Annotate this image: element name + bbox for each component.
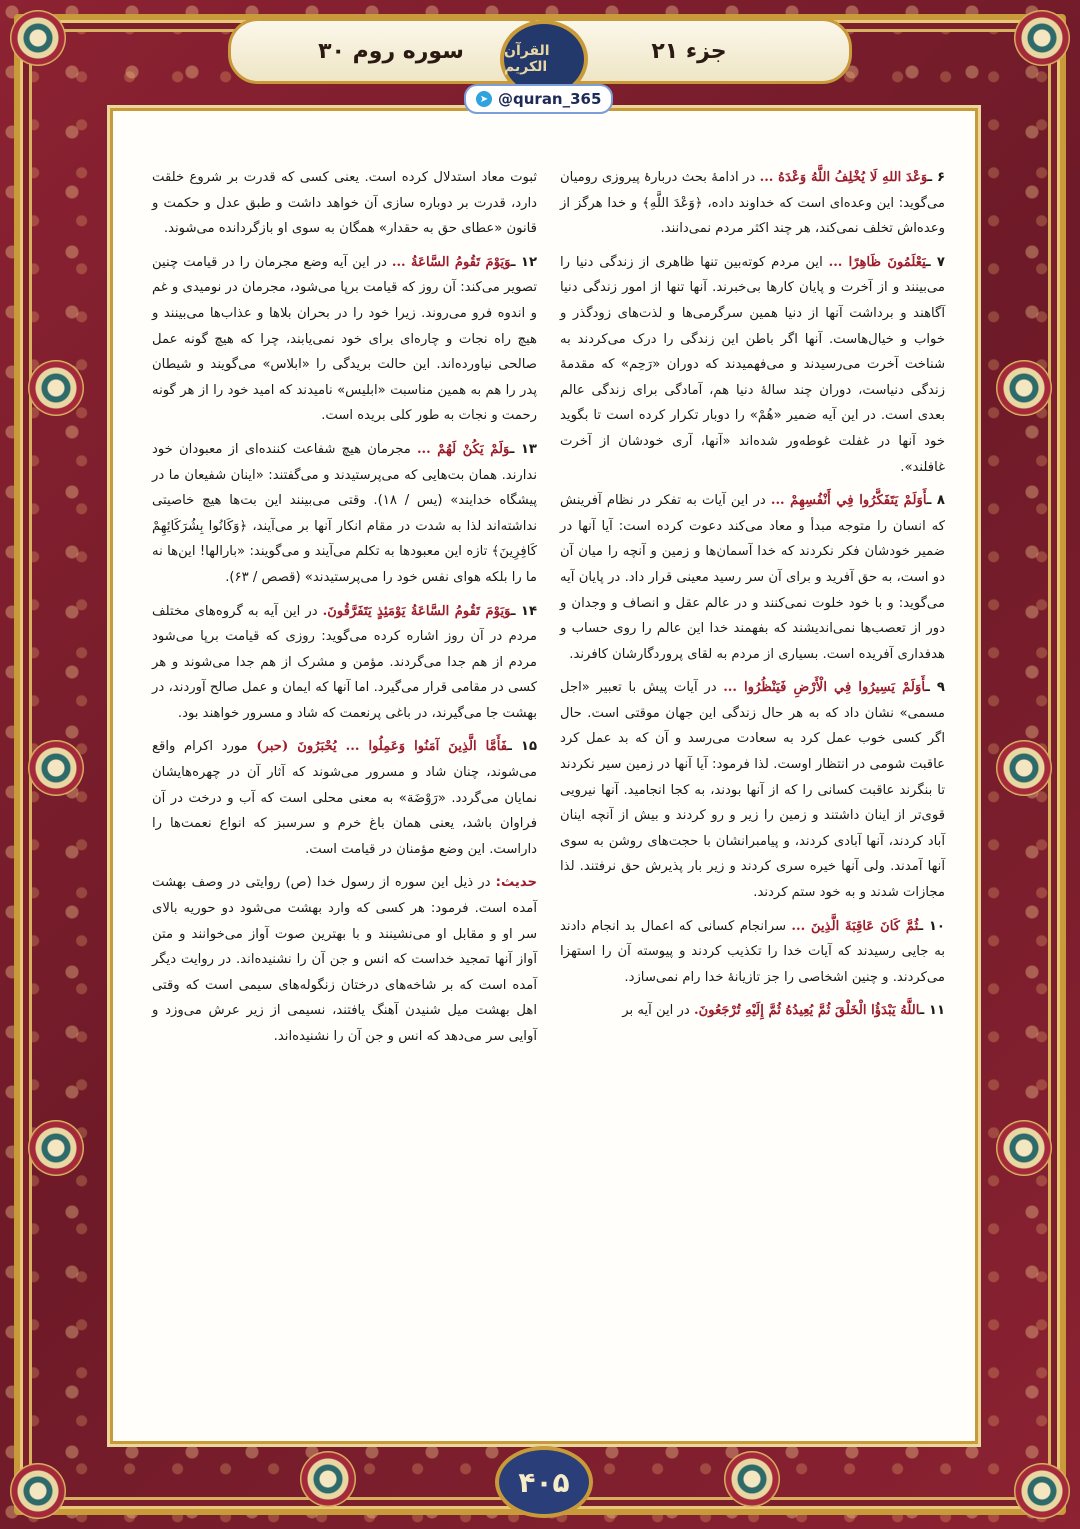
commentary-text: سرانجام کسانی که اعمال بد انجام دادند به جایی رسیدند که آیات خدا را تکذیب کردند و پیوسته آن را استهزا می‌کردند. و چنین اشخاصی را جز تازیانهٔ خدا رام نمی‌سازد. xyxy=(560,918,945,985)
commentary-section xyxy=(560,250,945,480)
verse-quote: وَلَمْ يَكُنْ لَهُمْ ... xyxy=(416,441,510,457)
verse-number: ۱۵ ـ xyxy=(507,739,537,755)
commentary-paragraph xyxy=(560,165,945,242)
commentary-paragraph xyxy=(152,250,537,429)
commentary-text: ثبوت معاد استدلال کرده است. یعنی کسی که قدرت بر شروع خلقت دارد، قدرت بر دوباره سازی آن خواهد داشت و طبق عدل و حکمت و قانون «عطای حق به حقدار» همگان به سوی او بازگردانده می‌شوند. xyxy=(152,170,537,237)
verse-quote: وَيَوْمَ تَقُومُ السَّاعَةُ يَوْمَئِذٍ يَتَفَرَّقُونَ. xyxy=(322,603,511,619)
telegram-icon: ➤ xyxy=(476,91,492,107)
left-column xyxy=(152,165,537,1058)
bottom-rosette xyxy=(300,1451,356,1507)
commentary-section xyxy=(560,165,945,242)
commentary-text: در این آیه به گروه‌های مختلف مردم در آن روز اشاره کرده می‌گوید: روزی که قیامت برپا می‌شود مردم از هم جدا می‌گردند. مؤمن و مشرک از هم جدا می‌شوند و هر کسی در مقامی قرار می‌گیرد. اما آنها که ایمان و عمل صالح آوردند، در بهشت جا می‌گیرند، در باغی پرنعمت که شاد و مسرور خواهند بود. xyxy=(152,603,537,721)
side-rosette xyxy=(28,360,84,416)
corner-rosette xyxy=(10,1463,66,1519)
side-rosette xyxy=(28,1120,84,1176)
verse-number: ۸ ـ xyxy=(926,493,945,509)
commentary-section xyxy=(152,437,537,591)
commentary-text: در ذیل این سوره از رسول خدا (ص) روایتی در وصف بهشت آمده است. فرمود: هر کسی که وارد بهشت می‌شود دو حوریه بالای سر او و مقابل او می‌نشینند و با بهترین صوت آواز می‌خوانند و متن آواز آنها تمجید خداست که انس و جن آن را نشنیده‌اند. در روایت دیگر آمده است که بر شاخه‌های درختان زنگوله‌های سیمی است که وقتی اهل بهشت میل شنیدن آهنگ یافتند، نسیمی از زیر عرش می‌وزد و آوایی سر می‌دهد که انس و جن آن را نشنیده‌اند. xyxy=(152,875,537,1044)
verse-quote: ثُمَّ كَانَ عَاقِبَةَ الَّذِينَ ... xyxy=(791,918,919,934)
commentary-text: مجرمان هیچ شفاعت کننده‌ای از معبودان خود ندارند. همان بت‌هایی که می‌پرستیدند و می‌گفتند: «اینان شفیعان ما در پیشگاه خدایند» (یس / ۱۸). وقتی می‌بینند این بت‌ها هیچ خاصیتی نداشته‌اند لذا به شدت در مقام انکار آنها بر می‌آیند، ﴿وَكَانُوا بِشُرَكَائِهِمْ كَافِرِينَ﴾ تازه این معبودها به تکلم می‌آیند و می‌گویند: «بارالها! این‌ها نه ما را بلکه هوای نفس خود را می‌پرستیدند» (قصص / ۶۳). xyxy=(152,441,538,585)
verse-number: ۱۱ ـ xyxy=(919,1003,945,1019)
commentary-section xyxy=(560,488,945,667)
commentary-text: در این آیه وضع مجرمان را در قیامت چنین تصویر می‌کند: آن روز که قیامت برپا می‌شود، مجرمان در نومیدی و غم و اندوه فرو می‌روند. زیرا خود را در بحران بلاها و عذاب‌ها می‌بینند و هیچ راه نجات و چاره‌ای برای خود نمی‌یابند، چرا که هیچ گونه عمل صالحی نیاورده‌اند. این حالت بریدگی را «ابلاس» می‌گویند و شیطان پدر را هم به همین مناسبت «ابلیس» نامیدند که امید خود را از هر گونه رحمت و نجات به طور کلی بریده است. xyxy=(152,254,537,424)
verse-number: ۶ ـ xyxy=(927,170,945,185)
commentary-section xyxy=(560,914,945,991)
commentary-section xyxy=(560,675,945,905)
logo-text: القرآن الكريم xyxy=(504,43,550,75)
commentary-section xyxy=(152,734,537,862)
juz-title: جزء ۲۱ xyxy=(651,38,727,64)
commentary-text: در آیات پیش با تعبیر «اجل مسمی» نشان داد که به هر حال زندگی این جهان موقتی است. حال اگر کسی خوب عمل کرد به سعادت می‌رسد و آن که بد عمل کرد عاقبت شومی در انتظار اوست. لذا فرمود: آیا آنها در زمین سیر نکردند تا بنگرند عاقبت کسانی را که از آنها بودند، به کجا انجامید. آنها نیرویی قوی‌تر از اینان داشتند و زمین را زیر و رو کردند و بیش از آنچه اینان آباد کردند، آنها آبادی کردند، و پیامبرانشان با حجت‌های روشن به سوی آنها آمدند. ولی آنها خیره سری کردند و زیر بار پذیرش حق نرفتند. لذا مجازات شدند و به خود ستم کردند. xyxy=(560,680,945,901)
commentary-section xyxy=(152,870,537,1049)
commentary-paragraph xyxy=(152,870,537,1049)
surah-title: سوره روم ۳۰ xyxy=(318,38,464,64)
commentary-section xyxy=(152,250,537,429)
commentary-text: در این آیه بر xyxy=(622,1003,690,1019)
side-rosette xyxy=(996,1120,1052,1176)
verse-quote: فَأَمَّا الَّذِينَ آمَنُوا وَعَمِلُوا ... يُحْبَرُونَ (حبر) xyxy=(256,739,508,755)
commentary-paragraph xyxy=(560,998,945,1024)
verse-quote: يَعْلَمُونَ ظَاهِرًا ... xyxy=(828,254,927,270)
commentary-paragraph xyxy=(560,488,945,667)
verse-number: ۱۳ ـ xyxy=(509,441,537,457)
commentary-text: مورد اکرام واقع می‌شوند، چنان شاد و مسرور می‌شوند که آثار آن در چهره‌هایشان نمایان می‌گردد. «رَوْضَة» به معنی محلی است که آب و درخت در آن فراوان باشد، یعنی همان باغ خرم و سرسبز که انواع نعمت‌ها را داراست. این وضع مؤمنان در قیامت است. xyxy=(152,739,537,857)
side-rosette xyxy=(996,360,1052,416)
verse-number: ۱۰ ـ xyxy=(918,918,945,934)
verse-quote: وَيَوْمَ تَقُومُ السَّاعَةُ ... xyxy=(391,254,511,270)
commentary-paragraph xyxy=(152,437,537,591)
verse-quote: اللَّهُ يَبْدَؤُا الْخَلْقَ ثُمَّ يُعِيدُهُ ثُمَّ إِلَيْهِ تُرْجَعُونَ. xyxy=(693,1003,920,1019)
side-rosette xyxy=(28,740,84,796)
commentary-section xyxy=(152,599,537,727)
verse-quote: أَوَلَمْ يَسِيرُوا فِي الْأَرْضِ فَيَنْظُرُوا ... xyxy=(723,680,926,696)
corner-rosette xyxy=(10,10,66,66)
commentary-paragraph xyxy=(560,250,945,480)
verse-quote: وَعْدَ اللهِ لَا يُخْلِفُ اللَّهُ وَعْدَهُ ... xyxy=(759,170,928,185)
right-column xyxy=(560,165,945,1032)
bottom-rosette xyxy=(724,1451,780,1507)
commentary-paragraph xyxy=(560,914,945,991)
handle-text: @quran_365 xyxy=(498,90,602,108)
verse-quote: أَوَلَمْ يَتَفَكَّرُوا فِي أَنْفُسِهِمْ ... xyxy=(770,493,927,509)
side-rosette xyxy=(996,740,1052,796)
commentary-text: در ادامهٔ بحث دربارهٔ پیروزی رومیان می‌گوید: این وعده‌ای است که خداوند داده، ﴿وَعْدَ اللَّهِ﴾ و خدا هرگز از وعده‌اش تخلف نمی‌کند، هر چند اکثر مردم نمی‌دانند. xyxy=(560,170,945,237)
page-number-text: ۴۰۵ xyxy=(518,1465,570,1499)
commentary-paragraph xyxy=(152,599,537,727)
page-number xyxy=(495,1446,593,1518)
commentary-text: این مردم کوته‌بین تنها ظاهری از زندگی دنیا را می‌بینند و از آخرت و پایان کارها بی‌خبرند. آنها تنها از امور زندگی دنیا آگاهند و برداشت آنها از دنیا همین سرگرمی‌ها و لذت‌های زودگذر و خواب و خیال‌هاست. آنها اگر باطن این زندگی را درک می‌کردند به شناخت آخرت می‌رسیدند و می‌فهمیدند که دوران «رَحِم» که مقدمهٔ زندگی دنیاست، دوران چند سالهٔ دنیا هم، آمادگی برای زندگی عالم بعدی است. در این آیه ضمیر «هُمْ» را دوبار تکرار کرده است تا بگوید خود آنها در غفلت غوطه‌ور شده‌اند «آنها، آری خودشان از آخرت غافلند». xyxy=(560,254,945,475)
corner-rosette xyxy=(1014,1463,1070,1519)
commentary-section xyxy=(152,165,537,242)
commentary-paragraph xyxy=(560,675,945,905)
commentary-text: در این آیات به تفکر در نظام آفرینش که انسان را متوجه مبدأ و معاد می‌کند دعوت کرده است: آیا آنها در ضمیر خودشان فکر نکردند که خدا آسمان‌ها و زمین و آنچه را میان آن دو است، به حق آفرید و برای آن سر رسید معینی قرار داد. در پایان آیه می‌گوید: و با خود خلوت نمی‌کنند و در عالم عقل و انصاف و وجدان و دور از تعصب‌ها نمی‌اندیشند که بفهمند خدا این عالم را روی حساب و هدفداری آفریده است. بسیاری از مردم به لقای پروردگارشان کافرند. xyxy=(560,493,945,662)
hadith-label: حدیث: xyxy=(495,875,537,891)
verse-number: ۱۴ ـ xyxy=(510,603,537,619)
verse-number: ۷ ـ xyxy=(926,254,945,270)
corner-rosette xyxy=(1014,10,1070,66)
telegram-handle[interactable] xyxy=(464,84,613,114)
verse-number: ۹ ـ xyxy=(925,680,945,696)
commentary-section xyxy=(560,998,945,1024)
verse-number: ۱۲ ـ xyxy=(511,254,538,270)
commentary-paragraph xyxy=(152,734,537,862)
commentary-paragraph xyxy=(152,165,537,242)
